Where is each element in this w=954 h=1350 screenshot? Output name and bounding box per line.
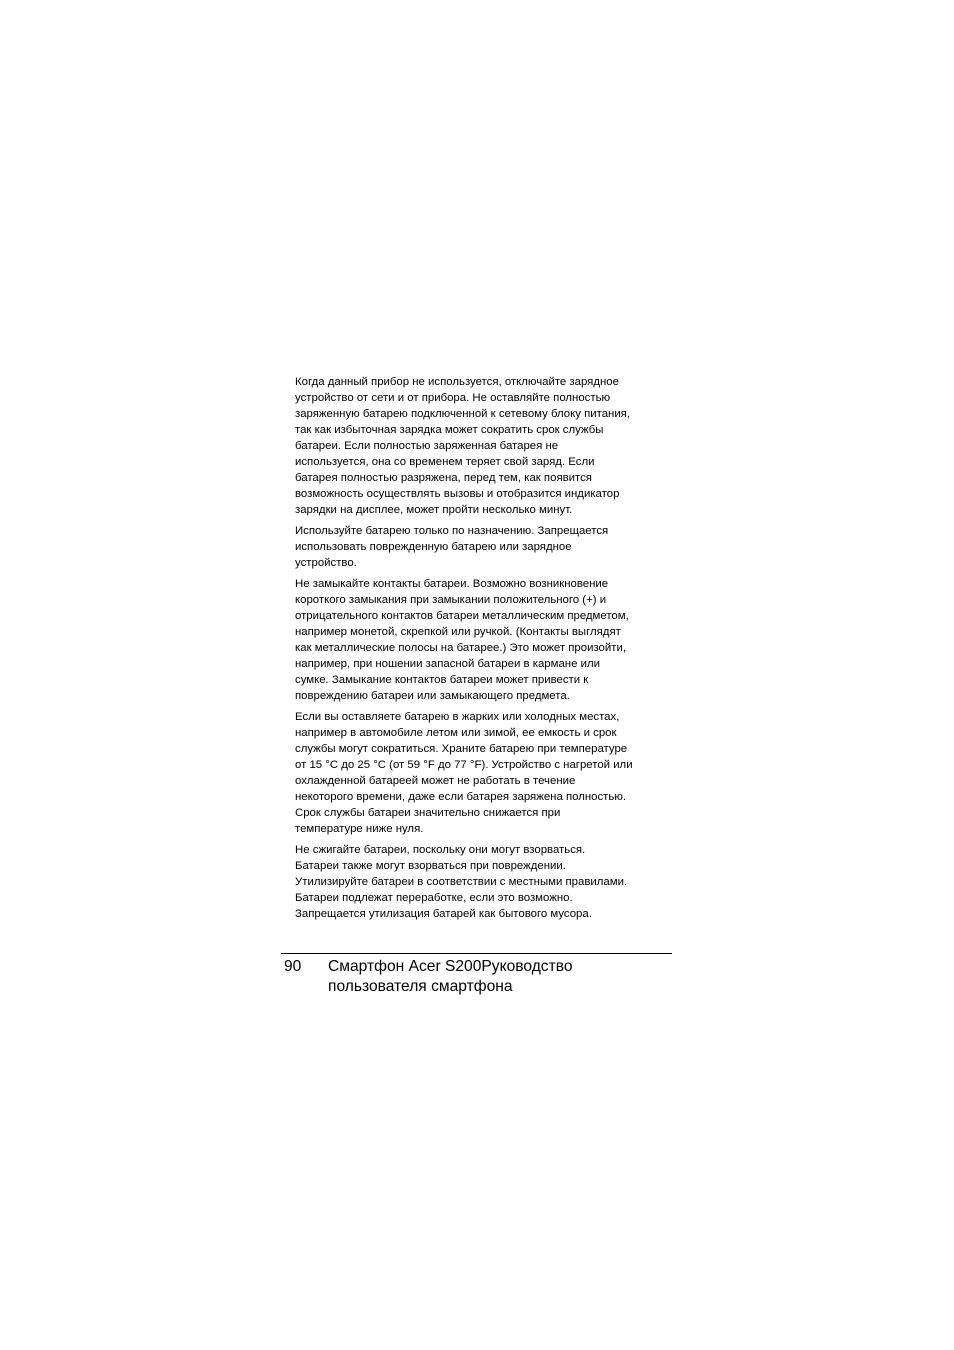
text-line: Если вы оставляете батарею в жарких или холодных местах, bbox=[295, 711, 620, 723]
text-line: например в автомобиле летом или зимой, ее емкость и срок bbox=[295, 727, 617, 739]
text-line: так как избыточная зарядка может сократить срок службы bbox=[295, 424, 604, 436]
text-line: службы могут сократиться. Храните батарею при температуре bbox=[295, 743, 628, 755]
text-line: батарея полностью разряжена, перед тем, как появится bbox=[295, 472, 592, 484]
text-line: например, при ношении запасной батареи в кармане или bbox=[295, 658, 600, 670]
text-line: Не сжигайте батареи, поскольку они могут взорваться. bbox=[295, 844, 586, 856]
paragraph-usage bbox=[295, 523, 675, 571]
text-line: как металлические полосы на батарее.) Это может произойти, bbox=[295, 642, 626, 654]
page-number: 90 bbox=[284, 958, 302, 975]
text-line: от 15 °C до 25 °C (от 59 °F до 77 °F). Устройство с нагретой или bbox=[295, 759, 633, 771]
text-line: Используйте батарею только по назначению. Запрещается bbox=[295, 525, 609, 537]
text-line: повреждению батареи или замыкающего предмета. bbox=[295, 690, 570, 702]
text-line: Когда данный прибор не используется, отключайте зарядное bbox=[295, 376, 619, 388]
paragraph-temperature bbox=[295, 709, 675, 837]
text-line: Срок службы батареи значительно снижается при bbox=[295, 807, 561, 819]
text-line: например монетой, скрепкой или ручкой. (Контакты выглядят bbox=[295, 626, 621, 638]
text-line: возможность осуществлять вызовы и отобразится индикатор bbox=[295, 488, 620, 500]
text-line: Не замыкайте контакты батареи. Возможно возникновение bbox=[295, 578, 609, 590]
text-line: Батареи также могут взорваться при повреждении. bbox=[295, 860, 566, 872]
footer-title-line: пользователя смартфона bbox=[328, 978, 513, 995]
text-line: устройство от сети и от прибора. Не оставляйте полностью bbox=[295, 392, 611, 404]
text-line: температуре ниже нуля. bbox=[295, 823, 424, 835]
body-text bbox=[295, 374, 675, 927]
text-line: Запрещается утилизация батарей как бытового мусора. bbox=[295, 908, 592, 920]
text-line: Батареи подлежат переработке, если это возможно. bbox=[295, 892, 573, 904]
text-line: сумке. Замыкание контактов батареи может привести к bbox=[295, 674, 589, 686]
text-line: некоторого времени, даже если батарея заряжена полностью. bbox=[295, 791, 627, 803]
footer-title-line: Смартфон Acer S200Руководство bbox=[328, 958, 573, 975]
text-line: короткого замыкания при замыкании положительного (+) и bbox=[295, 594, 607, 606]
text-line: заряженную батарею подключенной к сетевому блоку питания, bbox=[295, 408, 631, 420]
text-line: отрицательного контактов батареи металлическим предметом, bbox=[295, 610, 629, 622]
footer-title bbox=[328, 957, 573, 997]
text-line: охлажденной батареей может не работать в течение bbox=[295, 775, 576, 787]
footer-divider bbox=[281, 953, 672, 954]
text-line: использовать поврежденную батарею или зарядное bbox=[295, 541, 572, 553]
text-line: устройство. bbox=[295, 557, 357, 569]
paragraph-disposal bbox=[295, 842, 675, 922]
paragraph-short-circuit bbox=[295, 576, 675, 704]
text-line: используется, она со временем теряет свой заряд. Если bbox=[295, 456, 595, 468]
text-line: зарядки на дисплее, может пройти несколько минут. bbox=[295, 504, 573, 516]
paragraph-charging bbox=[295, 374, 675, 518]
text-line: Утилизируйте батареи в соответствии с местными правилами. bbox=[295, 876, 628, 888]
text-line: батареи. Если полностью заряженная батарея не bbox=[295, 440, 559, 452]
